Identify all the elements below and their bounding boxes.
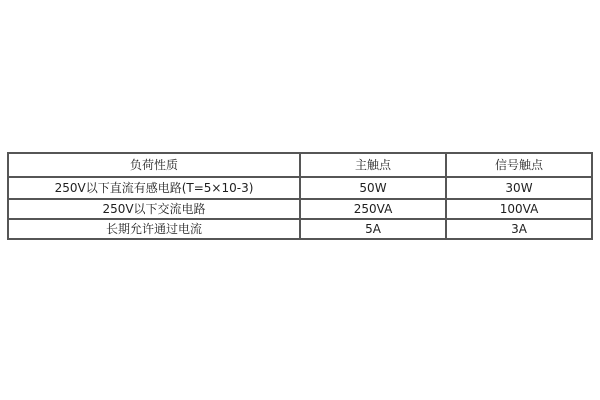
table-row: [8, 177, 592, 199]
cell-main-contact-value: 250VA: [300, 199, 446, 219]
cell-load-type: 250V以下直流有感电路(T=5×10-3): [8, 177, 300, 199]
cell-load-type: 250V以下交流电路: [8, 199, 300, 219]
table-row: [8, 199, 592, 219]
header-cell-main-contact: 主触点: [300, 153, 446, 177]
header-cell-signal-contact: 信号触点: [446, 153, 592, 177]
cell-signal-contact-value: 30W: [446, 177, 592, 199]
load-spec-table: [7, 152, 593, 240]
cell-load-type: 长期允许通过电流: [8, 219, 300, 239]
cell-main-contact-value: 50W: [300, 177, 446, 199]
cell-signal-contact-value: 100VA: [446, 199, 592, 219]
cell-main-contact-value: 5A: [300, 219, 446, 239]
table-row: [8, 219, 592, 239]
table-header-row: [8, 153, 592, 177]
header-cell-load-type: 负荷性质: [8, 153, 300, 177]
cell-signal-contact-value: 3A: [446, 219, 592, 239]
